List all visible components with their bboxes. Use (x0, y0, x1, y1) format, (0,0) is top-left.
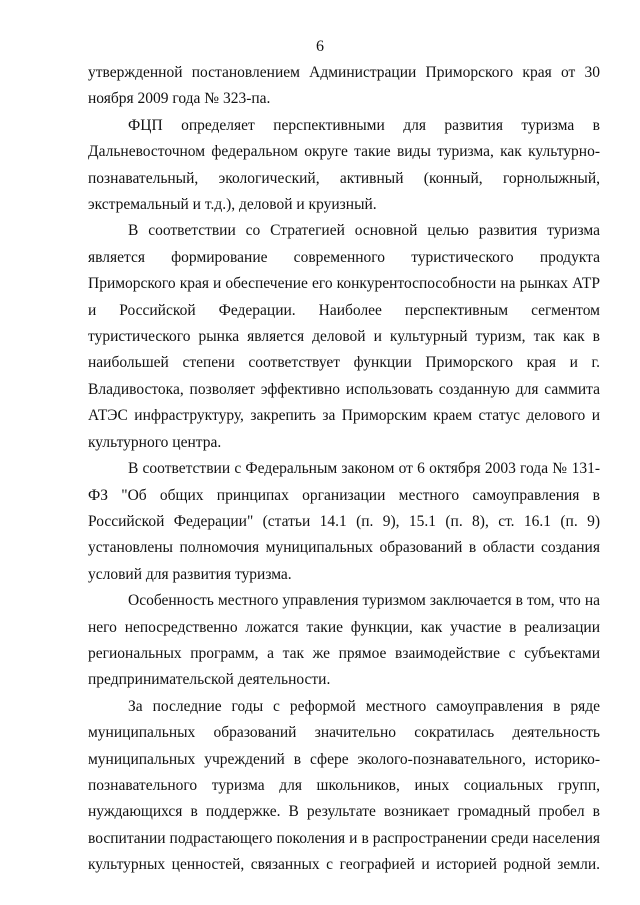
paragraph-5: Особенность местного управления туризмом заключается в том, что на него непосредственно ложатся такие функции, как участие в реализации региональных программ, а так же прямое взаимодействие с субъектами предпринимательской деятельности. (88, 592, 600, 689)
paragraph-6: За последние годы с реформой местного самоуправления в ряде муниципальных образований значительно сократилась деятельность муниципальных учреждений в сфере эколого-познавательного, историко-познавательного туризма для школьников, иных социальных групп, нуждающихся в поддержке. В результате возникает громадный пробел в воспитании подрастающего поколения и в распространении среди населения культурных ценностей, связанных с географией и историей родной земли. (88, 697, 600, 874)
paragraph-1: утвержденной постановлением Администрации Приморского края от 30 ноября 2009 года № 323-па. (88, 64, 600, 108)
document-body (88, 60, 600, 879)
paragraph-4: В соответствии с Федеральным законом от 6 октября 2003 года № 131-ФЗ "Об общих принципах организации местного самоуправления в Российской Федерации" (статьи 14.1 (п. 9), 15.1 (п. 8), ст. 16.1 (п. 9) установлены полномочия муниципальных образований в области создания условий для развития туризма. (88, 460, 600, 583)
paragraph-3: В соответствии со Стратегией основной целью развития туризма является формирование современного туристического продукта Приморского края и обеспечение его конкурентоспособности на рынках АТР и Российской Федерации. Наиболее перспективным сегментом туристического рынка является деловой и культурный туризм, так как в наибольшей степени соответствует функции Приморского края и г. Владивостока, позволяет эффективно использовать созданную для саммита АТЭС инфраструктуру, закрепить за Приморским краем статус делового и культурного центра. (88, 222, 600, 451)
page-number: 6 (316, 38, 324, 55)
paragraph-2: ФЦП определяет перспективными для развития туризма в Дальневосточном федеральном округе такие виды туризма, как культурно-познавательный, экологический, активный (конный, горнолыжный, экстремальный и т.д.), деловой и круизный. (88, 116, 600, 214)
